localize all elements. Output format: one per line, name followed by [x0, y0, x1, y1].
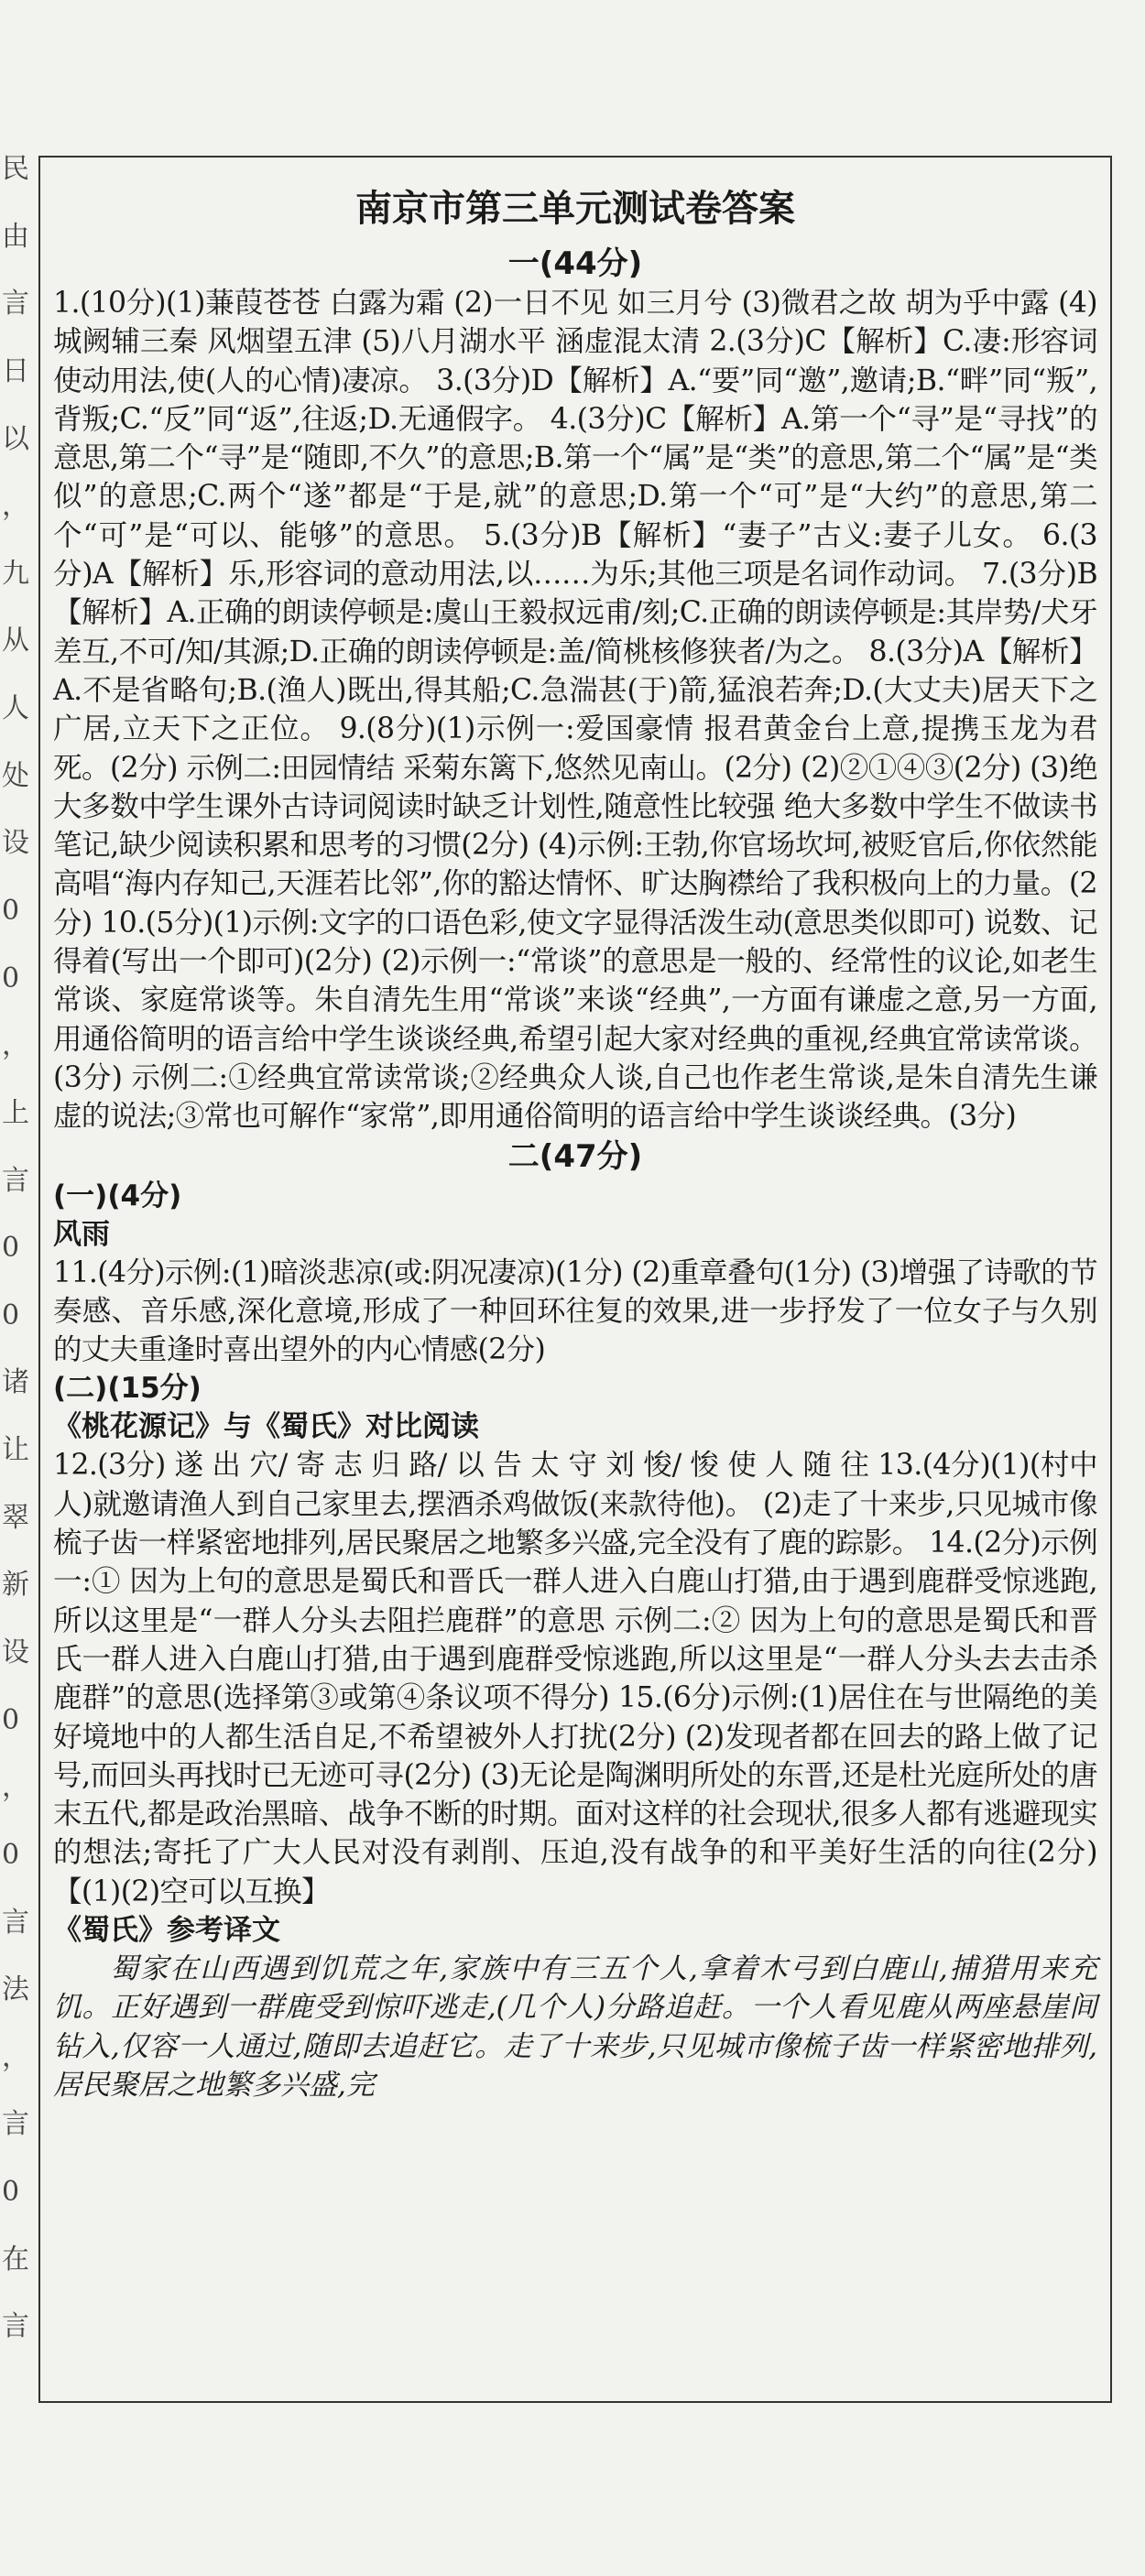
subsection2-header: (二)(15分)	[53, 1372, 202, 1406]
margin-mark: 日	[2, 354, 29, 387]
margin-mark: 由	[2, 220, 29, 253]
margin-mark: 让	[2, 1434, 29, 1467]
margin-mark: 在	[2, 2243, 29, 2276]
left-margin-marks	[0, 0, 29, 2576]
margin-mark: 民	[2, 153, 29, 185]
part2-header: 二(47分)	[507, 1137, 643, 1175]
margin-mark: 设	[2, 1636, 29, 1668]
margin-mark: 0	[2, 1838, 20, 1871]
part1-header: 一(44分)	[507, 245, 643, 282]
margin-mark: 翠	[2, 1501, 29, 1534]
margin-mark: 言	[2, 1906, 29, 1939]
margin-mark: 诸	[2, 1366, 29, 1399]
margin-mark: 上	[2, 1096, 29, 1129]
margin-mark: ，	[2, 1029, 29, 1062]
margin-mark: 处	[2, 759, 29, 792]
answer-box	[38, 156, 1112, 2403]
margin-mark: 0	[2, 1703, 20, 1736]
margin-mark: 从	[2, 625, 29, 658]
margin-mark: 言	[2, 288, 29, 321]
margin-mark: 0	[2, 962, 20, 995]
translation-title: 《蜀氏》参考译文	[53, 1913, 280, 1947]
subsection1-answers: 11.(4分)示例:(1)暗淡悲凉(或:阴况凄凉)(1分) (2)重章叠句(1分) (3)增强了诗歌的节奏感、音乐感,深化意境,形成了一种回环往复的效果,进一步抒发了一位女子与久别的丈夫重逢时喜出望外的内心情感(2分)	[53, 1255, 1097, 1367]
answer-content	[53, 185, 1097, 2104]
margin-mark: 新	[2, 1569, 29, 1602]
margin-mark: 0	[2, 895, 20, 927]
margin-mark: 0	[2, 2176, 20, 2209]
subsection1-title: 风雨	[53, 1217, 110, 1251]
margin-mark: 以	[2, 422, 29, 455]
page-title: 南京市第三单元测试卷答案	[355, 188, 795, 230]
subsection1-header: (一)(4分)	[53, 1179, 182, 1212]
subsection2-answers: 12.(3分) 遂 出 穴/ 寄 志 归 路/ 以 告 太 守 刘 悛/ 悛 使 人 随 往 13.(4分)(1)(村中人)就邀请渔人到自己家里去,摆酒杀鸡做饭(来款待他)。 (2)走了十来步,只见城市像梳子齿一样紧密地排列,居民聚居之地繁多兴盛,完全没有了鹿的踪影。 14.(2分)示例一:① 因为上句的意思是蜀氏和晋氏一群人进入白鹿山打猎,由于遇到鹿群受惊逃跑,所以这里是“一群人分头去阻拦鹿群”的意思 示例二:② 因为上句的意思是蜀氏和晋氏一群人进入白鹿山打猎,由于遇到鹿群受惊逃跑,所以这里是“一群人分头去去击杀鹿群”的意思(选择第③或第④条议项不得分) 15.(6分)示例:(1)居住在与世隔绝的美好境地中的人都生活自足,不希望被外人打扰(2分) (2)发现者都在回去的路上做了记号,而回头再找时已无迹可寻(2分) (3)无论是陶渊明所处的东晋,还是杜光庭所处的唐末五代,都是政治黑暗、战争不断的时期。面对这样的社会现状,很多人都有逃避现实的想法;寄托了广大人民对没有剥削、压迫,没有战争的和平美好生活的向往(2分)【(1)(2)空可以互换】	[53, 1449, 1097, 1908]
subsection2-title: 《桃花源记》与《蜀氏》对比阅读	[53, 1410, 479, 1444]
margin-mark: 法	[2, 1973, 29, 2006]
margin-mark: 0	[2, 1232, 20, 1265]
margin-mark: ，	[2, 2040, 29, 2073]
margin-mark: 言	[2, 1164, 29, 1197]
part1-answers: 1.(10分)(1)蒹葭苍苍 白露为霜 (2)一日不见 如三月兮 (3)微君之故 胡为乎中露 (4)城阙辅三秦 风烟望五津 (5)八月湖水平 涵虚混太清 2.(3分)C【解析】C.凄:形容词使动用法,使(人的心情)凄凉。 3.(3分)D【解析】A.“要”同“邀”,邀请;B.“畔”同“叛”,背叛;C.“反”同“返”,往返;D.无通假字。 4.(3分)C【解析】A.第一个“寻”是“寻找”的意思,第二个“寻”是“随即,不久”的意思;B.第一个“属”是“类”的意思,第二个“属”是“类似”的意思;C.两个“遂”都是“于是,就”的意思;D.第一个“可”是“大约”的意思,第二个“可”是“可以、能够”的意思。 5.(3分)B【解析】“妻子”古义:妻子儿女。 6.(3分)A【解析】乐,形容词的意动用法,以……为乐;其他三项是名词作动词。 7.(3分)B【解析】A.正确的朗读停顿是:虞山王毅叔远甫/刻;C.正确的朗读停顿是:其岸势/犬牙差互,不可/知/其源;D.正确的朗读停顿是:盖/简桃核修狭者/为之。 8.(3分)A【解析】A.不是省略句;B.(渔人)既出,得其船;C.急湍甚(于)箭,猛浪若奔;D.(大丈夫)居天下之广居,立天下之正位。 9.(8分)(1)示例一:爱国豪情 报君黄金台上意,提携玉龙为君死。(2分) 示例二:田园情结 采菊东篱下,悠然见南山。(2分) (2)②①④③(2分) (3)绝大多数中学生课外古诗词阅读时缺乏计划性,随意性比较强 绝大多数中学生不做读书笔记,缺少阅读积累和思考的习惯(2分) (4)示例:王勃,你官场坎坷,被贬官后,你依然能高唱“海内存知己,天涯若比邻”,你的豁达情怀、旷达胸襟给了我积极向上的力量。(2分) 10.(5分)(1)示例:文字的口语色彩,使文字显得活泼生动(意思类似即可) 说数、记得着(写出一个即可)(2分) (2)示例一:“常谈”的意思是一般的、经常性的议论,如老生常谈、家庭常谈等。朱自清先生用“常谈”来谈“经典”,一方面有谦虚之意,另一方面,用通俗简明的语言给中学生谈谈经典,希望引起大家对经典的重视,经典宜常读常谈。(3分) 示例二:①经典宜常读常谈;②经典众人谈,自己也作老生常谈,是朱自清先生谦虚的说法;③常也可解作“家常”,即用通俗简明的语言给中学生谈谈经典。(3分)	[53, 287, 1097, 1134]
margin-mark: 设	[2, 827, 29, 860]
margin-mark: 言	[2, 2310, 29, 2343]
margin-mark: 0	[2, 1299, 20, 1331]
margin-mark: 人	[2, 692, 29, 725]
margin-mark: ，	[2, 1771, 29, 1804]
translation-text: 蜀家在山西遇到饥荒之年,家族中有三五个人,拿着木弓到白鹿山,捕猎用来充饥。正好遇到一群鹿受到惊吓逃走,(几个人)分路追赶。一个人看见鹿从两座悬崖间钻入,仅容一人通过,随即去追赶它。走了十来步,只见城市像梳子齿一样紧密地排列,居民聚居之地繁多兴盛,完	[53, 1951, 1097, 2102]
margin-mark: ，	[2, 490, 29, 523]
margin-mark: 言	[2, 2108, 29, 2141]
margin-mark: 九	[2, 557, 29, 590]
